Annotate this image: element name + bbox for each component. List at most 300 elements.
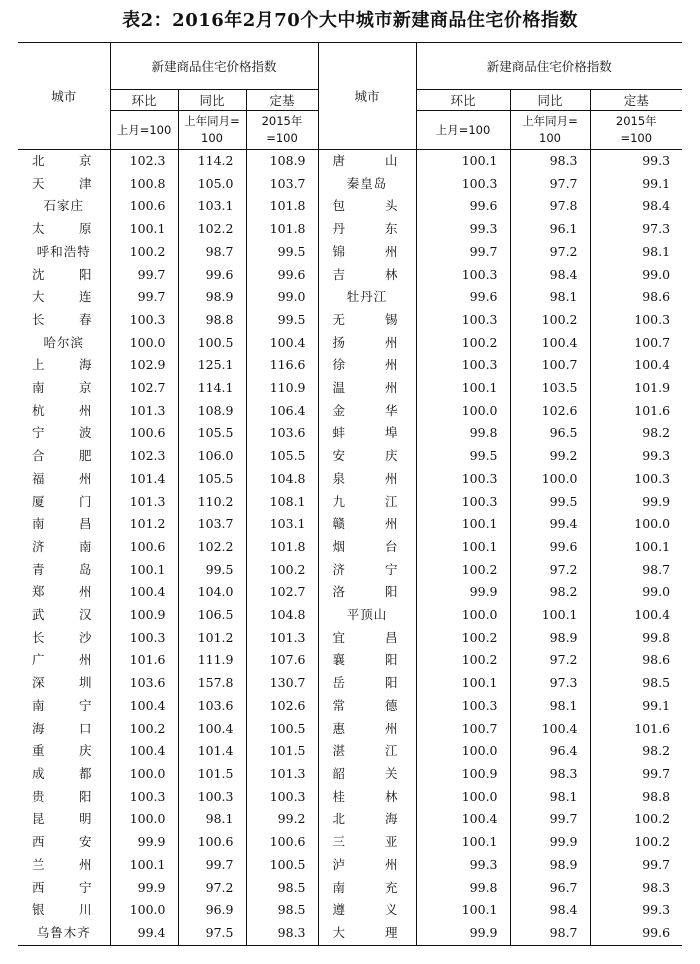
table-row	[18, 309, 682, 332]
right-mom-cell: 99.6	[416, 195, 510, 218]
right-yoy-cell: 98.4	[510, 899, 590, 922]
left-city-cell: 乌鲁木齐	[18, 922, 110, 945]
right-yoy-cell: 98.9	[510, 854, 590, 877]
right-fixed-cell: 101.6	[590, 718, 682, 741]
right-yoy-base-line2: 100	[539, 131, 561, 145]
table-row	[18, 559, 682, 582]
left-city-cell: 南昌	[32, 516, 92, 532]
right-mom-cell: 100.0	[416, 400, 510, 423]
table-row	[18, 718, 682, 741]
right-city-cell: 蚌埠	[318, 422, 416, 445]
left-yoy-cell: 108.9	[178, 400, 246, 423]
right-city-cell: 常德	[318, 695, 416, 718]
right-yoy-cell: 96.5	[510, 422, 590, 445]
left-yoy-cell: 96.9	[178, 899, 246, 922]
right-city-cell: 徐州	[318, 354, 416, 377]
right-yoy-cell: 98.1	[510, 786, 590, 809]
left-fixed-cell: 99.5	[246, 241, 318, 264]
left-fixed-cell: 100.5	[246, 854, 318, 877]
right-city-cell: 扬州	[318, 332, 416, 355]
table-row	[18, 150, 682, 173]
right-mom-cell: 100.9	[416, 763, 510, 786]
left-mom-cell: 102.7	[110, 377, 178, 400]
left-city-cell: 宁波	[32, 425, 92, 441]
right-yoy-cell: 98.9	[510, 627, 590, 650]
right-city-cell: 泸州	[318, 854, 416, 877]
right-yoy-cell: 98.7	[510, 922, 590, 945]
table-row	[18, 581, 682, 604]
left-mom-cell: 100.4	[110, 695, 178, 718]
left-city-cell: 银川	[32, 902, 92, 918]
right-yoy-cell: 97.3	[510, 672, 590, 695]
left-city-cell: 重庆	[32, 743, 92, 759]
left-yoy-cell: 105.5	[178, 468, 246, 491]
right-city-cell: 韶关	[318, 763, 416, 786]
left-city-cell: 昆明	[32, 811, 92, 827]
right-mom-cell: 100.2	[416, 649, 510, 672]
table-row	[18, 241, 682, 264]
right-yoy-cell: 100.4	[510, 332, 590, 355]
right-mom-header: 环比	[416, 90, 510, 111]
table-row	[18, 422, 682, 445]
right-yoy-cell: 100.7	[510, 354, 590, 377]
left-yoy-cell: 103.1	[178, 195, 246, 218]
left-city-cell: 天津	[32, 175, 92, 191]
left-mom-cell: 99.4	[110, 922, 178, 945]
left-mom-cell: 100.9	[110, 604, 178, 627]
table-row	[18, 922, 682, 945]
right-fixed-cell: 101.9	[590, 377, 682, 400]
right-fixed-cell: 100.4	[590, 354, 682, 377]
right-mom-cell: 100.1	[416, 150, 510, 173]
left-fixed-cell: 103.6	[246, 422, 318, 445]
left-mom-cell: 100.6	[110, 195, 178, 218]
left-mom-cell: 101.3	[110, 400, 178, 423]
left-city-cell: 青岛	[32, 561, 92, 577]
right-yoy-cell: 100.2	[510, 309, 590, 332]
table-row	[18, 513, 682, 536]
left-city-cell: 太原	[32, 221, 92, 237]
right-yoy-cell: 98.1	[510, 695, 590, 718]
right-city-cell: 襄阳	[318, 649, 416, 672]
right-city-cell: 金华	[318, 400, 416, 423]
left-mom-cell: 100.0	[110, 899, 178, 922]
right-yoy-cell: 98.4	[510, 264, 590, 287]
table-row	[18, 218, 682, 241]
right-mom-cell: 100.1	[416, 831, 510, 854]
left-mom-cell: 100.2	[110, 241, 178, 264]
right-mom-cell: 99.5	[416, 445, 510, 468]
left-yoy-cell: 106.0	[178, 445, 246, 468]
right-yoy-cell: 97.7	[510, 173, 590, 196]
left-mom-cell: 102.3	[110, 445, 178, 468]
left-mom-cell: 100.6	[110, 536, 178, 559]
right-mom-cell: 99.8	[416, 422, 510, 445]
right-fixed-cell: 100.3	[590, 468, 682, 491]
left-yoy-base-line1: 上年同月=	[184, 114, 240, 128]
table-row	[18, 854, 682, 877]
right-fixed-cell: 98.6	[590, 649, 682, 672]
table-row	[18, 740, 682, 763]
left-mom-cell: 100.1	[110, 559, 178, 582]
left-yoy-base-line2: 100	[201, 131, 223, 145]
left-mom-cell: 100.4	[110, 581, 178, 604]
right-yoy-cell: 100.0	[510, 468, 590, 491]
right-fixed-cell: 100.7	[590, 332, 682, 355]
right-city-cell: 烟台	[318, 536, 416, 559]
left-fixed-cell: 99.6	[246, 264, 318, 287]
left-fixed-cell: 101.3	[246, 627, 318, 650]
right-yoy-cell: 99.5	[510, 491, 590, 514]
left-yoy-cell: 100.6	[178, 831, 246, 854]
left-yoy-cell: 114.2	[178, 150, 246, 173]
left-city-cell: 南宁	[32, 697, 92, 713]
right-mom-cell: 100.7	[416, 718, 510, 741]
right-city-cell: 岳阳	[318, 672, 416, 695]
table-row	[18, 877, 682, 900]
table-row	[18, 672, 682, 695]
right-fixed-cell: 97.3	[590, 218, 682, 241]
left-yoy-cell: 101.2	[178, 627, 246, 650]
right-fixed-cell: 100.0	[590, 513, 682, 536]
right-city-cell: 九江	[318, 491, 416, 514]
table-row	[18, 332, 682, 355]
left-city-cell: 合肥	[32, 448, 92, 464]
table-body	[18, 150, 682, 946]
right-city-cell: 锦州	[318, 241, 416, 264]
left-city-cell: 杭州	[32, 402, 92, 418]
left-fixed-base	[246, 111, 318, 150]
right-city-cell: 安庆	[318, 445, 416, 468]
right-mom-cell: 99.6	[416, 286, 510, 309]
left-mom-cell: 101.3	[110, 491, 178, 514]
left-mom-cell: 100.3	[110, 786, 178, 809]
right-mom-cell: 99.3	[416, 854, 510, 877]
left-fixed-cell: 105.5	[246, 445, 318, 468]
right-mom-cell: 99.3	[416, 218, 510, 241]
left-city-cell: 长春	[32, 311, 92, 327]
table-row	[18, 763, 682, 786]
left-yoy-cell: 125.1	[178, 354, 246, 377]
right-fixed-cell: 98.7	[590, 559, 682, 582]
left-city-cell: 上海	[32, 357, 92, 373]
left-yoy-cell: 97.5	[178, 922, 246, 945]
right-city-cell: 泉州	[318, 468, 416, 491]
left-city-cell: 沈阳	[32, 266, 92, 282]
table-row	[18, 400, 682, 423]
right-fixed-cell: 100.3	[590, 309, 682, 332]
right-mom-cell: 100.1	[416, 513, 510, 536]
left-yoy-cell: 102.2	[178, 218, 246, 241]
right-city-cell: 宜昌	[318, 627, 416, 650]
right-yoy-cell: 98.3	[510, 150, 590, 173]
left-fixed-cell: 106.4	[246, 400, 318, 423]
table-row	[18, 627, 682, 650]
left-city-cell: 贵阳	[32, 788, 92, 804]
left-city-cell: 福州	[32, 470, 92, 486]
right-yoy-cell: 99.9	[510, 831, 590, 854]
left-fixed-cell: 100.4	[246, 332, 318, 355]
right-fixed-cell: 99.3	[590, 445, 682, 468]
table-row	[18, 786, 682, 809]
right-city-cell: 三亚	[318, 831, 416, 854]
left-fixed-base-line2: =100	[266, 131, 298, 145]
left-fixed-cell: 108.1	[246, 491, 318, 514]
left-mom-cell: 101.6	[110, 649, 178, 672]
left-yoy-base	[178, 111, 246, 150]
right-city-cell: 桂林	[318, 786, 416, 809]
right-city-cell: 牡丹江	[318, 286, 416, 309]
left-mom-cell: 100.6	[110, 422, 178, 445]
left-mom-cell: 100.1	[110, 218, 178, 241]
right-city-cell: 吉林	[318, 264, 416, 287]
left-mom-header: 环比	[110, 90, 178, 111]
left-yoy-cell: 98.1	[178, 808, 246, 831]
table-row	[18, 536, 682, 559]
right-mom-cell: 100.2	[416, 332, 510, 355]
right-fixed-cell: 98.1	[590, 241, 682, 264]
left-city-cell: 北京	[32, 153, 92, 168]
right-mom-cell: 100.2	[416, 559, 510, 582]
right-yoy-cell: 102.6	[510, 400, 590, 423]
left-fixed-cell: 101.8	[246, 536, 318, 559]
left-city-cell: 西宁	[32, 879, 92, 895]
right-fixed-cell: 99.1	[590, 173, 682, 196]
right-mom-cell: 100.0	[416, 604, 510, 627]
table-row	[18, 695, 682, 718]
right-fixed-cell: 98.6	[590, 286, 682, 309]
left-city-cell: 深圳	[32, 675, 92, 691]
right-city-header: 城市	[318, 43, 416, 150]
right-fixed-cell: 99.8	[590, 627, 682, 650]
table-row	[18, 354, 682, 377]
left-fixed-cell: 98.5	[246, 877, 318, 900]
left-yoy-cell: 103.6	[178, 695, 246, 718]
table-row	[18, 468, 682, 491]
left-yoy-cell: 111.9	[178, 649, 246, 672]
left-city-cell: 海口	[32, 720, 92, 736]
table-title: 表2：2016年2月70个大中城市新建商品住宅价格指数	[122, 10, 578, 31]
right-yoy-cell: 97.2	[510, 559, 590, 582]
right-mom-cell: 100.3	[416, 173, 510, 196]
right-yoy-cell: 99.2	[510, 445, 590, 468]
left-mom-cell: 99.7	[110, 286, 178, 309]
right-fixed-cell: 101.6	[590, 400, 682, 423]
left-mom-base: 上月=100	[110, 111, 178, 150]
right-yoy-cell: 96.4	[510, 740, 590, 763]
right-yoy-cell: 103.5	[510, 377, 590, 400]
left-fixed-cell: 100.6	[246, 831, 318, 854]
right-fixed-cell: 100.2	[590, 831, 682, 854]
right-fixed-header: 定基	[590, 90, 682, 111]
left-fixed-cell: 104.8	[246, 468, 318, 491]
left-city-header: 城市	[18, 43, 110, 150]
right-yoy-cell: 99.4	[510, 513, 590, 536]
right-fixed-cell: 100.2	[590, 808, 682, 831]
right-fixed-cell: 99.9	[590, 491, 682, 514]
left-mom-cell: 99.9	[110, 831, 178, 854]
left-mom-cell: 100.3	[110, 627, 178, 650]
left-fixed-cell: 104.8	[246, 604, 318, 627]
right-fixed-cell: 99.3	[590, 899, 682, 922]
left-fixed-cell: 130.7	[246, 672, 318, 695]
left-fixed-cell: 116.6	[246, 354, 318, 377]
left-fixed-cell: 100.2	[246, 559, 318, 582]
right-city-cell: 温州	[318, 377, 416, 400]
right-mom-cell: 100.3	[416, 309, 510, 332]
right-fixed-base	[590, 111, 682, 150]
right-yoy-cell: 100.4	[510, 718, 590, 741]
left-yoy-cell: 114.1	[178, 377, 246, 400]
right-mom-cell: 99.9	[416, 922, 510, 945]
right-mom-cell: 100.4	[416, 808, 510, 831]
table-row	[18, 445, 682, 468]
right-yoy-base-line1: 上年同月=	[522, 114, 578, 128]
right-group-header: 新建商品住宅价格指数	[416, 43, 682, 90]
left-city-cell: 石家庄	[43, 198, 84, 214]
right-mom-cell: 100.2	[416, 627, 510, 650]
left-yoy-cell: 104.0	[178, 581, 246, 604]
right-mom-cell: 100.0	[416, 786, 510, 809]
left-city-cell: 成都	[32, 765, 92, 781]
right-yoy-cell: 97.2	[510, 649, 590, 672]
left-fixed-header: 定基	[246, 90, 318, 111]
right-city-cell: 济宁	[318, 559, 416, 582]
left-fixed-cell: 102.6	[246, 695, 318, 718]
right-yoy-cell: 100.1	[510, 604, 590, 627]
right-mom-cell: 100.1	[416, 672, 510, 695]
right-fixed-cell: 99.7	[590, 763, 682, 786]
left-city-cell: 济南	[32, 538, 92, 554]
left-city-cell: 长沙	[32, 629, 92, 645]
left-fixed-cell: 99.2	[246, 808, 318, 831]
left-mom-cell: 100.0	[110, 763, 178, 786]
left-fixed-cell: 101.5	[246, 740, 318, 763]
right-city-cell: 秦皇岛	[318, 173, 416, 196]
left-fixed-cell: 98.5	[246, 899, 318, 922]
table-row	[18, 286, 682, 309]
table-row	[18, 491, 682, 514]
left-yoy-cell: 99.6	[178, 264, 246, 287]
left-city-cell: 呼和浩特	[36, 243, 91, 259]
left-fixed-cell: 101.3	[246, 763, 318, 786]
left-fixed-cell: 108.9	[246, 150, 318, 173]
left-mom-cell: 102.9	[110, 354, 178, 377]
table-row	[18, 173, 682, 196]
right-fixed-cell: 99.1	[590, 695, 682, 718]
left-yoy-cell: 100.3	[178, 786, 246, 809]
right-mom-cell: 100.1	[416, 536, 510, 559]
left-city-cell: 哈尔滨	[43, 334, 84, 350]
table-row	[18, 195, 682, 218]
right-city-cell: 唐山	[318, 150, 416, 173]
right-fixed-cell: 99.3	[590, 150, 682, 173]
left-yoy-cell: 105.0	[178, 173, 246, 196]
left-yoy-cell: 102.2	[178, 536, 246, 559]
right-mom-cell: 100.3	[416, 695, 510, 718]
table-row	[18, 899, 682, 922]
left-yoy-cell: 103.7	[178, 513, 246, 536]
left-fixed-cell: 99.0	[246, 286, 318, 309]
left-yoy-header: 同比	[178, 90, 246, 111]
left-city-cell: 厦门	[32, 493, 92, 509]
left-fixed-cell: 101.8	[246, 218, 318, 241]
left-mom-cell: 99.9	[110, 877, 178, 900]
right-mom-cell: 100.3	[416, 491, 510, 514]
left-mom-cell: 100.2	[110, 718, 178, 741]
right-yoy-cell: 96.7	[510, 877, 590, 900]
right-fixed-cell: 98.2	[590, 740, 682, 763]
right-city-cell: 北海	[318, 808, 416, 831]
left-yoy-cell: 100.4	[178, 718, 246, 741]
right-yoy-cell: 99.6	[510, 536, 590, 559]
right-city-cell: 赣州	[318, 513, 416, 536]
left-yoy-cell: 98.8	[178, 309, 246, 332]
table-row	[18, 831, 682, 854]
right-mom-cell: 100.3	[416, 264, 510, 287]
left-mom-cell: 100.4	[110, 740, 178, 763]
table-row	[18, 649, 682, 672]
right-fixed-cell: 99.6	[590, 922, 682, 945]
left-fixed-cell: 100.5	[246, 718, 318, 741]
right-fixed-base-line1: 2015年	[615, 114, 657, 128]
right-mom-cell: 100.1	[416, 899, 510, 922]
left-city-cell: 大连	[32, 289, 92, 305]
left-mom-cell: 100.0	[110, 332, 178, 355]
left-yoy-cell: 97.2	[178, 877, 246, 900]
right-mom-cell: 99.9	[416, 581, 510, 604]
right-city-cell: 洛阳	[318, 581, 416, 604]
table-row	[18, 377, 682, 400]
right-city-cell: 包头	[318, 195, 416, 218]
right-city-cell: 大理	[318, 922, 416, 945]
left-mom-cell: 100.0	[110, 808, 178, 831]
left-fixed-cell: 110.9	[246, 377, 318, 400]
left-yoy-cell: 101.4	[178, 740, 246, 763]
left-group-header: 新建商品住宅价格指数	[110, 43, 318, 90]
right-fixed-cell: 98.4	[590, 195, 682, 218]
left-fixed-cell: 99.5	[246, 309, 318, 332]
left-mom-cell: 100.8	[110, 173, 178, 196]
left-mom-cell: 101.4	[110, 468, 178, 491]
right-yoy-cell: 97.2	[510, 241, 590, 264]
right-fixed-cell: 98.3	[590, 877, 682, 900]
right-city-cell: 无锡	[318, 309, 416, 332]
right-yoy-header: 同比	[510, 90, 590, 111]
table-row	[18, 604, 682, 627]
left-yoy-cell: 157.8	[178, 672, 246, 695]
left-city-cell: 西安	[32, 834, 92, 850]
right-mom-cell: 100.3	[416, 354, 510, 377]
left-city-cell: 兰州	[32, 856, 92, 872]
table-row	[18, 808, 682, 831]
table-row	[18, 264, 682, 287]
right-mom-cell: 100.3	[416, 468, 510, 491]
left-yoy-cell: 101.5	[178, 763, 246, 786]
left-fixed-cell: 103.7	[246, 173, 318, 196]
left-city-cell: 武汉	[32, 607, 92, 623]
right-yoy-base	[510, 111, 590, 150]
left-mom-cell: 103.6	[110, 672, 178, 695]
right-fixed-cell: 98.2	[590, 422, 682, 445]
right-fixed-cell: 100.1	[590, 536, 682, 559]
left-fixed-cell: 98.3	[246, 922, 318, 945]
left-fixed-cell: 103.1	[246, 513, 318, 536]
right-fixed-cell: 100.4	[590, 604, 682, 627]
left-yoy-cell: 99.7	[178, 854, 246, 877]
left-yoy-cell: 98.9	[178, 286, 246, 309]
left-city-cell: 广州	[32, 652, 92, 668]
